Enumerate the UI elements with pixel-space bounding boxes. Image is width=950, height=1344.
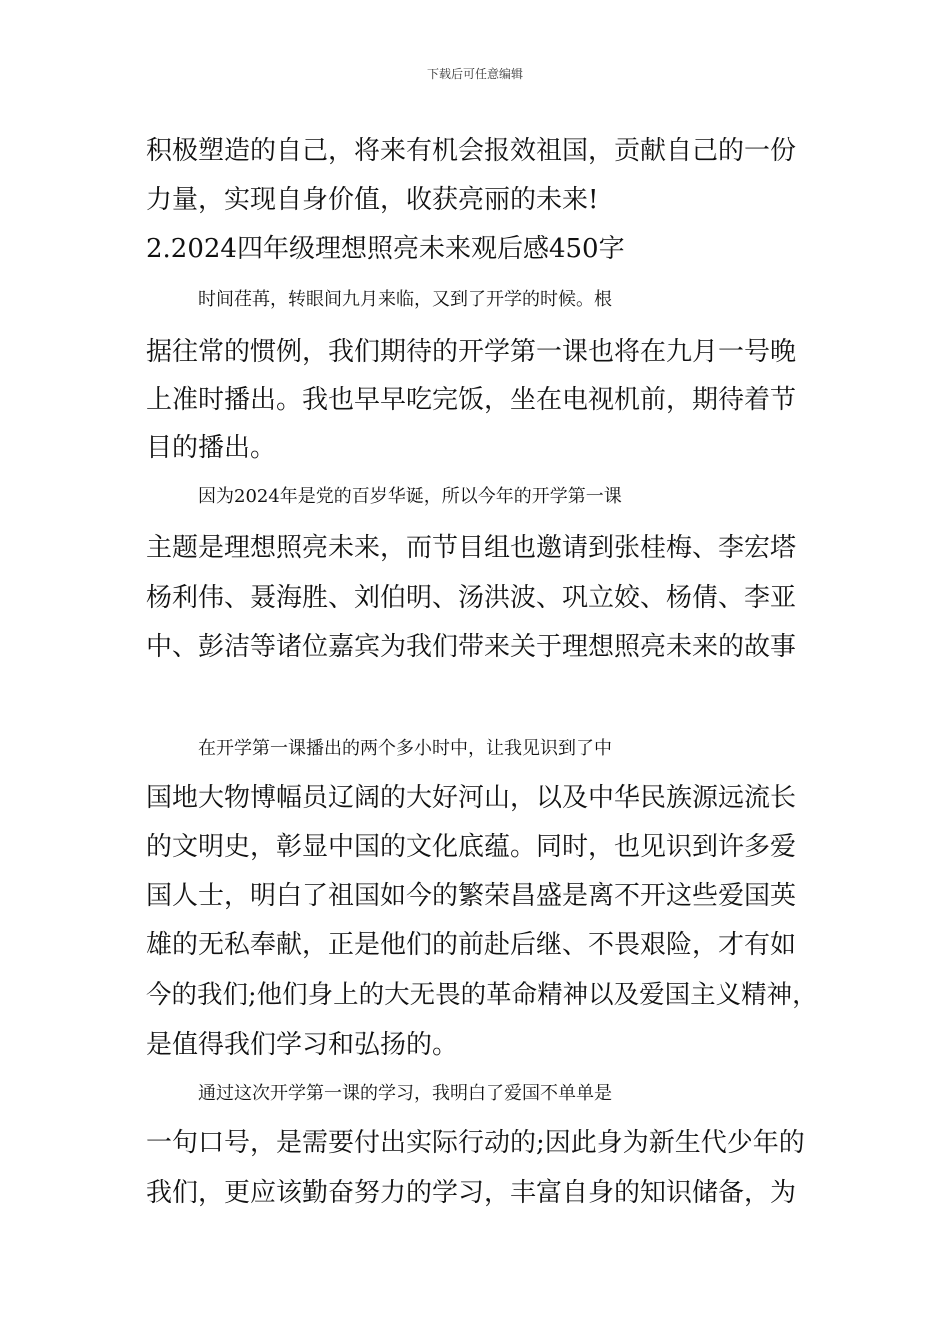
text-line: 是值得我们学习和弘扬的。 xyxy=(146,1030,459,1060)
text-line: 的文明史，彰显中国的文化底蕴。同时，也见识到许多爱 xyxy=(146,832,797,862)
page-header: 下载后可任意编辑 xyxy=(426,67,523,81)
text-line: 时间荏苒，转眼间九月来临，又到了开学的时候。根 xyxy=(198,289,612,310)
text-line: 力量，实现自身价值，收获亮丽的未来! xyxy=(146,185,599,215)
text-line: 在开学第一课播出的两个多小时中，让我见识到了中 xyxy=(198,738,612,759)
text-line: 中、彭洁等诸位嘉宾为我们带来关于理想照亮未来的故事 xyxy=(146,632,797,662)
text-line: 据往常的惯例，我们期待的开学第一课也将在九月一号晚 xyxy=(146,337,797,367)
text-line: 主题是理想照亮未来，而节目组也邀请到张桂梅、李宏塔 xyxy=(146,533,797,563)
text-line: 上准时播出。我也早早吃完饭，坐在电视机前，期待着节 xyxy=(146,385,797,415)
text-line: 因为2024年是党的百岁华诞，所以今年的开学第一课 xyxy=(198,486,622,507)
text-line: 积极塑造的自己，将来有机会报效祖国，贡献自己的一份 xyxy=(146,136,797,166)
text-line: 国人士，明白了祖国如今的繁荣昌盛是离不开这些爱国英 xyxy=(146,881,797,911)
text-line: 我们，更应该勤奋努力的学习，丰富自身的知识储备，为 xyxy=(146,1178,797,1208)
text-line: 雄的无私奉献，正是他们的前赴后继、不畏艰险，才有如 xyxy=(146,930,797,960)
section-heading: 2.2024四年级理想照亮未来观后感450字 xyxy=(146,234,625,264)
text-line: 通过这次开学第一课的学习，我明白了爱国不单单是 xyxy=(198,1083,612,1104)
text-line: 目的播出。 xyxy=(146,433,277,463)
text-line: 一句口号，是需要付出实际行动的;因此身为新生代少年的 xyxy=(146,1128,805,1158)
text-line: 杨利伟、聂海胜、刘伯明、汤洪波、巩立姣、杨倩、李亚 xyxy=(146,583,797,613)
text-line: 今的我们;他们身上的大无畏的革命精神以及爱国主义精神， xyxy=(146,980,818,1010)
text-line: 国地大物博幅员辽阔的大好河山，以及中华民族源远流长 xyxy=(146,783,797,813)
